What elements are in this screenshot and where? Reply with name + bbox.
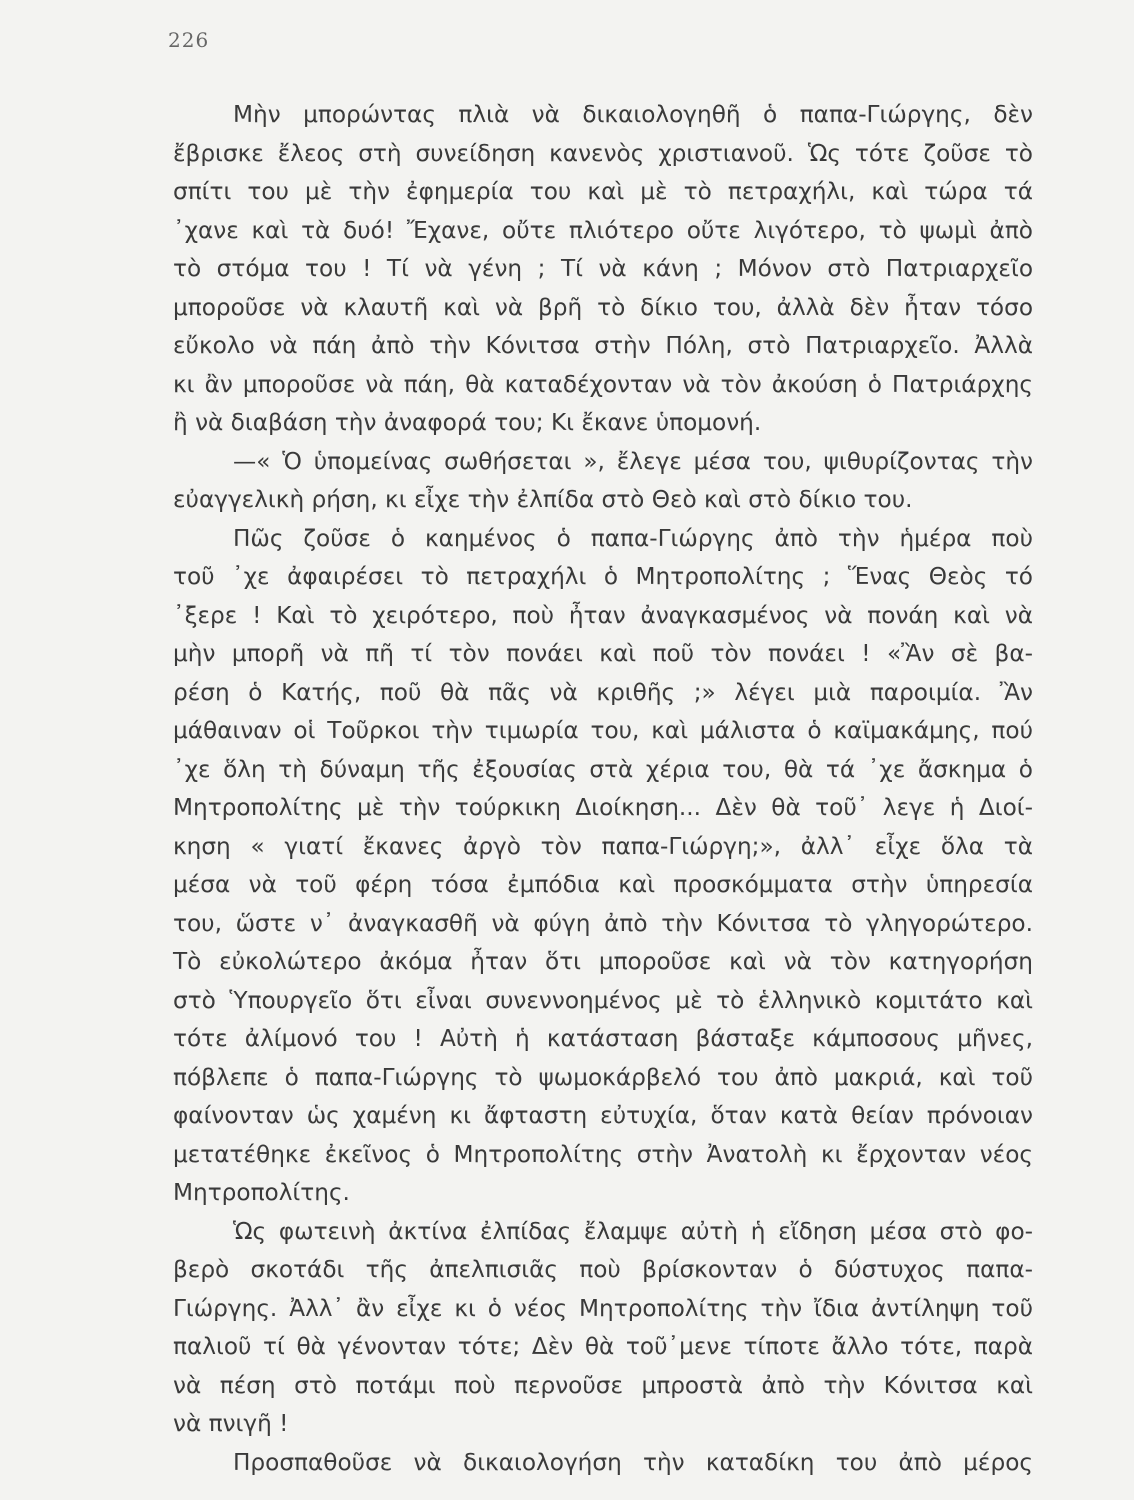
text-line: Γιώργης. Ἀλλ᾽ ἂν εἶχε κι ὁ νέος Μητροπολίτης τὴν ἴδια ἀντίληψη τοῦ <box>173 1294 1033 1322</box>
text-line: νὰ πέση στὸ ποτάμι ποὺ περνοῦσε μπροστὰ ἀπὸ τὴν Κόνιτσα καὶ <box>173 1371 1033 1399</box>
text-line: μποροῦσε νὰ κλαυτῆ καὶ νὰ βρῆ τὸ δίκιο του, ἀλλὰ δὲν ἦταν τόσο <box>173 293 1033 321</box>
text-line: νὰ πνιγῆ ! <box>173 1410 289 1437</box>
text-line: βερὸ σκοτάδι τῆς ἀπελπισιᾶς ποὺ βρίσκονταν ὁ δύστυχος παπα- <box>173 1256 1033 1283</box>
text-line: τότε ἀλίμονό του ! Αὐτὴ ἡ κατάσταση βάσταξε κάμποσους μῆνες, <box>173 1025 1033 1052</box>
text-line: κηση « γιατί ἔκανες ἀργὸ τὸν παπα-Γιώργη;», ἀλλ᾽ εἶχε ὅλα τὰ <box>173 832 1033 860</box>
text-line: Προσπαθοῦσε νὰ δικαιολογήση τὴν καταδίκη του ἀπὸ μέρος <box>233 1448 1033 1476</box>
body-text <box>173 96 1033 1482</box>
text-line: παλιοῦ τί θὰ γένονταν τότε; Δὲν θὰ τοῦ᾽μενε τίποτε ἄλλο τότε, παρὰ <box>173 1333 1033 1360</box>
text-line: μετατέθηκε ἐκεῖνος ὁ Μητροπολίτης στὴν Ἀνατολὴ κι ἔρχονταν νέος <box>173 1140 1033 1168</box>
text-line: φαίνονταν ὡς χαμένη κι ἄφταστη εὐτυχία, ὅταν κατὰ θείαν πρόνοιαν <box>173 1102 1033 1129</box>
text-line: μέσα νὰ τοῦ φέρη τόσα ἐμπόδια καὶ προσκόμματα στὴν ὑπηρεσία <box>173 871 1033 898</box>
text-line: ᾽χε ὅλη τὴ δύναμη τῆς ἐξουσίας στὰ χέρια του, θὰ τά ᾽χε ἄσκημα ὁ <box>173 755 1033 783</box>
text-line: μὴν μπορῆ νὰ πῆ τί τὸν πονάει καὶ ποῦ τὸν πονάει ! «Ἂν σὲ βα- <box>173 640 1033 667</box>
text-line: Μητροπολίτης μὲ τὴν τούρκικη Διοίκηση... Δὲν θὰ τοῦ᾽ λεγε ἡ Διοί- <box>173 794 1033 821</box>
text-line: —« Ὁ ὑπομείνας σωθήσεται », ἔλεγε μέσα του, ψιθυρίζοντας τὴν <box>233 447 1033 475</box>
text-line: εὐαγγελικὴ ρήση, κι εἶχε τὴν ἐλπίδα στὸ Θεὸ καὶ στὸ δίκιο του. <box>173 486 913 513</box>
text-line: Μητροπολίτης. <box>173 1179 350 1206</box>
page-number: 226 <box>168 28 210 52</box>
text-line: ἔβρισκε ἔλεος στὴ συνείδηση κανενὸς χριστιανοῦ. Ὡς τότε ζοῦσε τὸ <box>173 139 1033 167</box>
text-line: τὸ στόμα του ! Τί νὰ γένη ; Τί νὰ κάνη ; Μόνον στὸ Πατριαρχεῖο <box>173 255 1033 282</box>
text-line: Ὡς φωτεινὴ ἀκτίνα ἐλπίδας ἔλαμψε αὐτὴ ἡ εἴδηση μέσα στὸ φο- <box>233 1217 1033 1245</box>
text-line: Πῶς ζοῦσε ὁ καημένος ὁ παπα-Γιώργης ἀπὸ τὴν ἡμέρα ποὺ <box>233 524 1033 552</box>
text-line: κι ἂν μποροῦσε νὰ πάη, θὰ καταδέχονταν νὰ τὸν ἀκούση ὁ Πατριάρχης <box>173 370 1033 398</box>
text-line: εὔκολο νὰ πάη ἀπὸ τὴν Κόνιτσα στὴν Πόλη, στὸ Πατριαρχεῖο. Ἀλλὰ <box>173 332 1033 359</box>
text-line: ᾽χανε καὶ τὰ δυό! Ἔχανε, οὔτε πλιότερο οὔτε λιγότερο, τὸ ψωμὶ ἀπὸ <box>173 216 1033 244</box>
text-line: Τὸ εὐκολώτερο ἀκόμα ἦταν ὅτι μποροῦσε καὶ νὰ τὸν κατηγορήση <box>173 948 1033 975</box>
text-line: σπίτι του μὲ τὴν ἐφημερία του καὶ μὲ τὸ πετραχήλι, καὶ τώρα τά <box>173 178 1033 205</box>
text-line: τοῦ ᾽χε ἀφαιρέσει τὸ πετραχήλι ὁ Μητροπολίτης ; Ἕνας Θεὸς τό <box>173 563 1033 590</box>
text-line: μάθαιναν οἱ Τοῦρκοι τὴν τιμωρία του, καὶ μάλιστα ὁ καϊμακάμης, πού <box>173 717 1033 744</box>
text-line: Μὴν μπορώντας πλιὰ νὰ δικαιολογηθῆ ὁ παπα-Γιώργης, δὲν <box>233 101 1033 128</box>
text-line: του, ὥστε ν᾽ ἀναγκασθῆ νὰ φύγη ἀπὸ τὴν Κόνιτσα τὸ γληγορώτερο. <box>173 909 1033 937</box>
text-line: ᾽ξερε ! Καὶ τὸ χειρότερο, ποὺ ἦταν ἀναγκασμένος νὰ πονάη καὶ νὰ <box>173 601 1033 629</box>
text-line: ρέση ὁ Κατής, ποῦ θὰ πᾶς νὰ κριθῆς ;» λέγει μιὰ παροιμία. Ἂν <box>173 678 1033 706</box>
text-line: πόβλεπε ὁ παπα-Γιώργης τὸ ψωμοκάρβελό του ἀπὸ μακριά, καὶ τοῦ <box>173 1063 1033 1091</box>
text-line: στὸ Ὑπουργεῖο ὅτι εἶναι συνεννοημένος μὲ τὸ ἑλληνικὸ κομιτάτο καὶ <box>173 986 1033 1014</box>
text-line: ἢ νὰ διαβάση τὴν ἀναφορά του; Κι ἔκανε ὑπομονή. <box>173 409 762 436</box>
